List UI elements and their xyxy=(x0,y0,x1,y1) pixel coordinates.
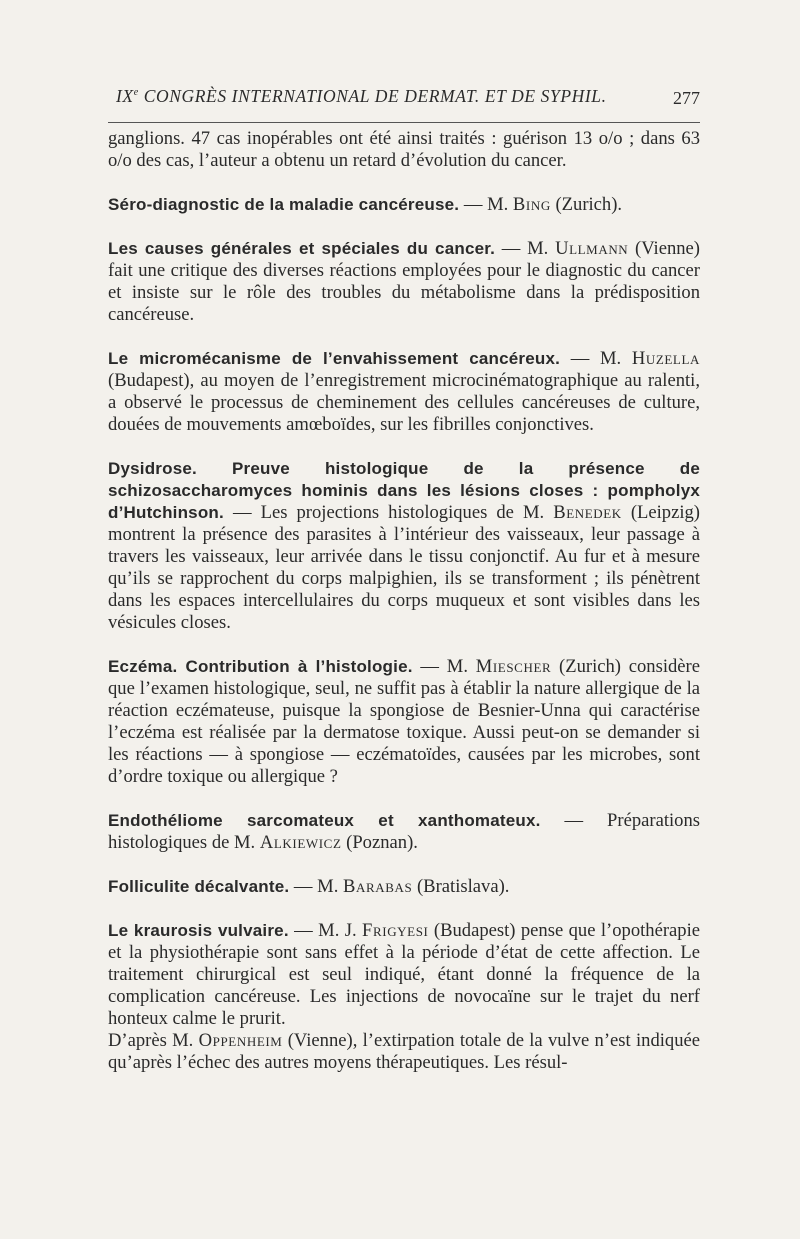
abstract-paragraph xyxy=(108,348,700,436)
abstract-heading: Endothéliome sarcomateux et xanthomateux. xyxy=(108,811,541,830)
author-name: Oppenheim xyxy=(198,1030,283,1051)
abstract-text: (Bratislava). xyxy=(412,876,510,897)
abstract-heading: Eczéma. Contribution à l’histologie. xyxy=(108,657,413,676)
abstract-text: (Leipzig) montrent la présence des parasites à l’intérieur des vaisseaux, leur passage à travers les vaisseaux, leur arrivée dans le tissu conjonctif. Au fur et à mesure qu’ils se rapprochent du corps malpighien, ils se transforment ; ils pénètrent dans les espaces intercellulaires du corps muqueux et sont visibles dans les vésicules closes. xyxy=(108,502,700,633)
abstract-heading: Le kraurosis vulvaire. xyxy=(108,921,289,940)
title-superscript: e xyxy=(133,87,139,99)
abstract-paragraph xyxy=(108,876,700,898)
abstract-text: (Vienne), l’extirpation totale de la vulve n’est indiquée qu’après l’échec des autres moyens thérapeutiques. Les résul- xyxy=(108,1030,701,1073)
abstract-text: — M. J. xyxy=(288,920,363,941)
page-number: 277 xyxy=(673,88,700,108)
header-rule xyxy=(108,122,700,123)
abstract-paragraph xyxy=(108,194,700,216)
abstract-text: — M. xyxy=(289,876,343,897)
author-name: Benedek xyxy=(553,502,622,523)
running-header xyxy=(108,86,700,116)
abstract-heading: Les causes générales et spéciales du cancer. xyxy=(108,239,496,258)
running-title xyxy=(116,86,607,107)
abstract-paragraph xyxy=(108,458,700,634)
abstract-text: (Zurich) considère que l’examen histologique, seul, ne suffit pas à établir la nature allergique de la réaction eczémateuse, puisque la spongiose de Besnier-Unna qui caractérise l’eczéma est réalisée par la dermatose toxique. Aussi peut-on se demander si les réactions — à spongiose — eczématoïdes, causées par les microbes, sont d’ordre toxique ou allergique ? xyxy=(108,656,700,787)
author-name: Huzella xyxy=(631,348,700,369)
abstract-text: D’après M. xyxy=(108,1030,199,1051)
abstract-heading: Folliculite décalvante. xyxy=(108,877,290,896)
abstract-heading: Séro-diagnostic de la maladie cancéreuse. xyxy=(108,195,460,214)
author-name: Ullmann xyxy=(555,238,629,259)
abstract-text: (Budapest), au moyen de l’enregistrement microcinématographique au ralenti, a observé le processus de cheminement des cellules cancéreuses de culture, douées de mouvements amœboïdes, sur les fibrilles conjonctives. xyxy=(108,370,700,435)
abstract-heading: Le micromécanisme de l’envahissement cancéreux. xyxy=(108,349,561,368)
abstract-text: — M. xyxy=(560,348,632,369)
paragraph-continuation xyxy=(108,128,700,172)
abstract-heading: Dysidrose. Preuve histologique de la présence de schizosaccharomyces hominis dans les lésions closes : pompholyx d’Hutchinson. xyxy=(108,459,700,522)
author-name: Miescher xyxy=(475,656,552,677)
abstract-text: — Les projections histologiques de M. xyxy=(223,502,554,523)
abstract-paragraph-continued xyxy=(108,1030,700,1074)
abstract-text: — M. xyxy=(459,194,513,215)
abstract-text: (Poznan). xyxy=(341,832,418,853)
abstract-paragraph xyxy=(108,238,700,326)
abstract-text: — M. xyxy=(412,656,476,677)
paragraph-text: ganglions. 47 cas inopérables ont été ainsi traités : guérison 13 o/o ; dans 63 o/o des cas, l’auteur a obtenu un retard d’évolution du cancer. xyxy=(108,128,700,171)
abstract-paragraph xyxy=(108,920,700,1030)
abstract-text: (Vienne) fait une critique des diverses réactions employées pour le diagnostic du cancer et insiste sur le rôle des troubles du métabolisme dans la prédisposition cancéreuse. xyxy=(108,238,700,325)
page-body xyxy=(108,128,700,1074)
author-name: Alkiewicz xyxy=(259,832,342,853)
abstract-paragraph xyxy=(108,656,700,788)
author-name: Frigyesi xyxy=(362,920,429,941)
abstract-paragraph xyxy=(108,810,700,854)
author-name: Barabas xyxy=(343,876,413,897)
author-name: Bing xyxy=(512,194,551,215)
abstract-text: — M. xyxy=(495,238,556,259)
title-rest: CONGRÈS INTERNATIONAL DE DERMAT. ET DE SYPHIL. xyxy=(138,86,607,106)
abstract-text: — Préparations histologiques de M. xyxy=(108,810,700,853)
abstract-text: (Zurich). xyxy=(550,194,623,215)
title-numeral: IX xyxy=(116,86,134,106)
abstract-text: (Budapest) pense que l’opothérapie et la physiothérapie sont sans effet à la période d’état de cette affection. Le traitement chirurgical est seul indiqué, étant donné la fréquence de la complication cancéreuse. Les injections de novocaïne sur le trajet du nerf honteux calme le prurit. xyxy=(108,920,700,1029)
